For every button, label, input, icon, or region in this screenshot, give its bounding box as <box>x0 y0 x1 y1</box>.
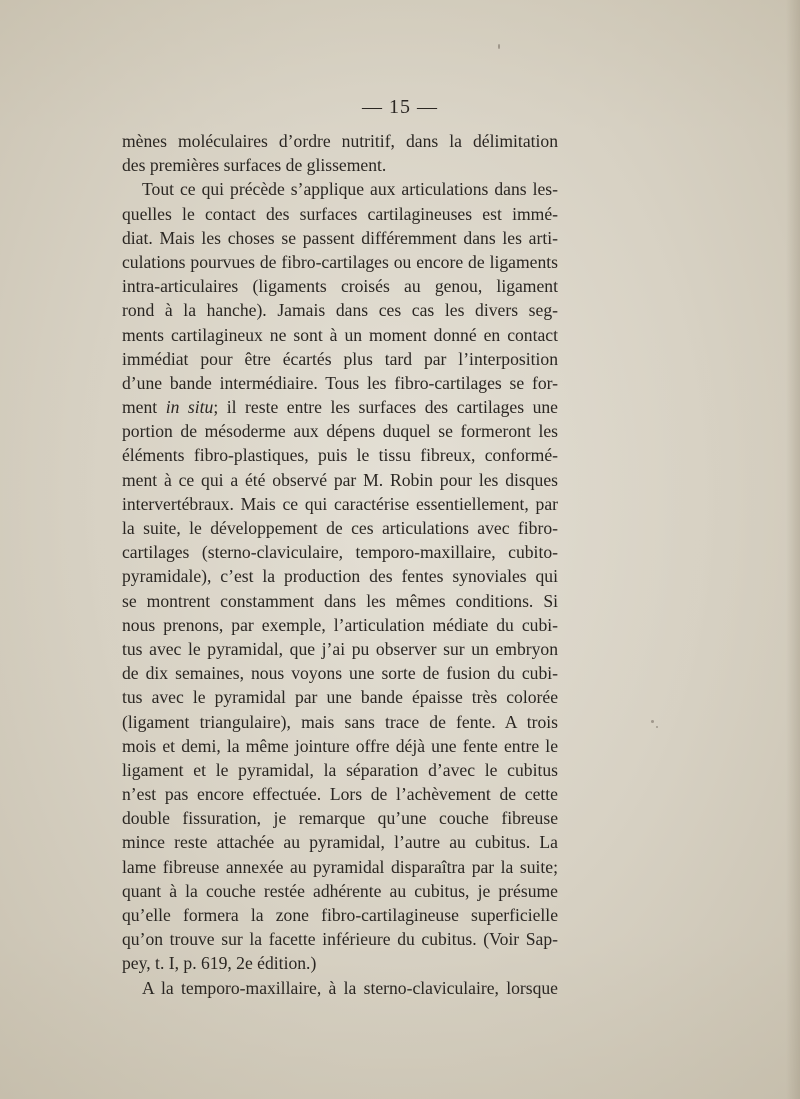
text-line: des premières surfaces de glissement. <box>122 155 387 176</box>
page-edge-shadow <box>786 0 800 1099</box>
text-line: pyramidale), c’est la production des fentes synoviales qui <box>122 566 558 587</box>
text-line: qu’elle formera la zone fibro-cartilagineuse superficielle <box>122 905 558 925</box>
text-line: éléments fibro-plastiques, puis le tissu fibreux, conformé- <box>122 445 558 466</box>
text-line: ments cartilagineux ne sont à un moment donné en contact <box>122 324 558 345</box>
italic-term: in situ <box>165 397 214 418</box>
text-line: mois et demi, la même jointure offre déjà une fente entre le <box>122 735 558 756</box>
text-line: de dix semaines, nous voyons une sorte de fusion du cubi- <box>122 663 558 684</box>
text-line: portion de mésoderme aux dépens duquel se formeront les <box>122 421 558 442</box>
text-line: se montrent constamment dans les mêmes conditions. Si <box>122 590 558 611</box>
text-line: mince reste attachée au pyramidal, l’autre au cubitus. La <box>122 832 558 853</box>
body-text <box>122 129 558 1000</box>
text-line: tus avec le pyramidal par une bande épaisse très colorée <box>122 687 558 708</box>
text-line: double fissuration, je remarque qu’une couche fibreuse <box>122 808 558 829</box>
text-line: cartilages (sterno-claviculaire, temporo-maxillaire, cubito- <box>122 542 558 563</box>
text-line: lame fibreuse annexée au pyramidal disparaîtra par la suite; <box>122 856 558 877</box>
text-line: la suite, le développement de ces articulations avec fibro- <box>122 518 558 538</box>
text-line: (ligament triangulaire), mais sans trace de fente. A trois <box>122 711 558 732</box>
text-line: tus avec le pyramidal, que j’ai pu observer sur un embryon <box>122 638 558 659</box>
text-segment: ; il reste entre les surfaces des cartilages une <box>213 397 558 418</box>
text-line: quelles le contact des surfaces cartilagineuses est immé- <box>122 203 558 224</box>
paper-speck <box>498 44 500 49</box>
text-line: Tout ce qui précède s’applique aux articulations dans les- <box>142 179 558 200</box>
text-line: n’est pas encore effectuée. Lors de l’achèvement de cette <box>122 784 558 805</box>
paper-speck <box>656 726 658 728</box>
text-line: pey, t. I, p. 619, 2e édition.) <box>122 953 317 974</box>
text-line: immédiat pour être écartés plus tard par l’interposition <box>122 348 558 369</box>
text-segment: ment <box>122 397 166 418</box>
text-line: intervertébraux. Mais ce qui caractérise essentiellement, par <box>122 493 558 514</box>
text-line: rond à la hanche). Jamais dans ces cas les divers seg- <box>122 300 558 321</box>
paper-speck <box>651 720 654 723</box>
text-line: diat. Mais les choses se passent différemment dans les arti- <box>122 227 558 248</box>
text-line: intra-articulaires (ligaments croisés au genou, ligament <box>122 276 558 297</box>
text-line: quant à la couche restée adhérente au cubitus, je présume <box>122 880 558 901</box>
text-line: ligament et le pyramidal, la séparation d’avec le cubitus <box>122 759 558 780</box>
page-number: — 15 — <box>362 96 438 118</box>
text-line: ment à ce qui a été observé par M. Robin pour les disques <box>122 469 558 490</box>
text-line: nous prenons, par exemple, l’articulation médiate du cubi- <box>122 614 558 635</box>
text-line: mènes moléculaires d’ordre nutritif, dans la délimitation <box>122 131 558 151</box>
text-line: qu’on trouve sur la facette inférieure du cubitus. (Voir Sap- <box>122 929 558 950</box>
text-line: culations pourvues de fibro-cartilages ou encore de ligaments <box>122 251 558 272</box>
text-line: d’une bande intermédiaire. Tous les fibro-cartilages se for- <box>122 372 558 393</box>
text-line: A la temporo-maxillaire, à la sterno-claviculaire, lorsque <box>142 977 558 998</box>
text-line-mixed <box>122 395 558 419</box>
